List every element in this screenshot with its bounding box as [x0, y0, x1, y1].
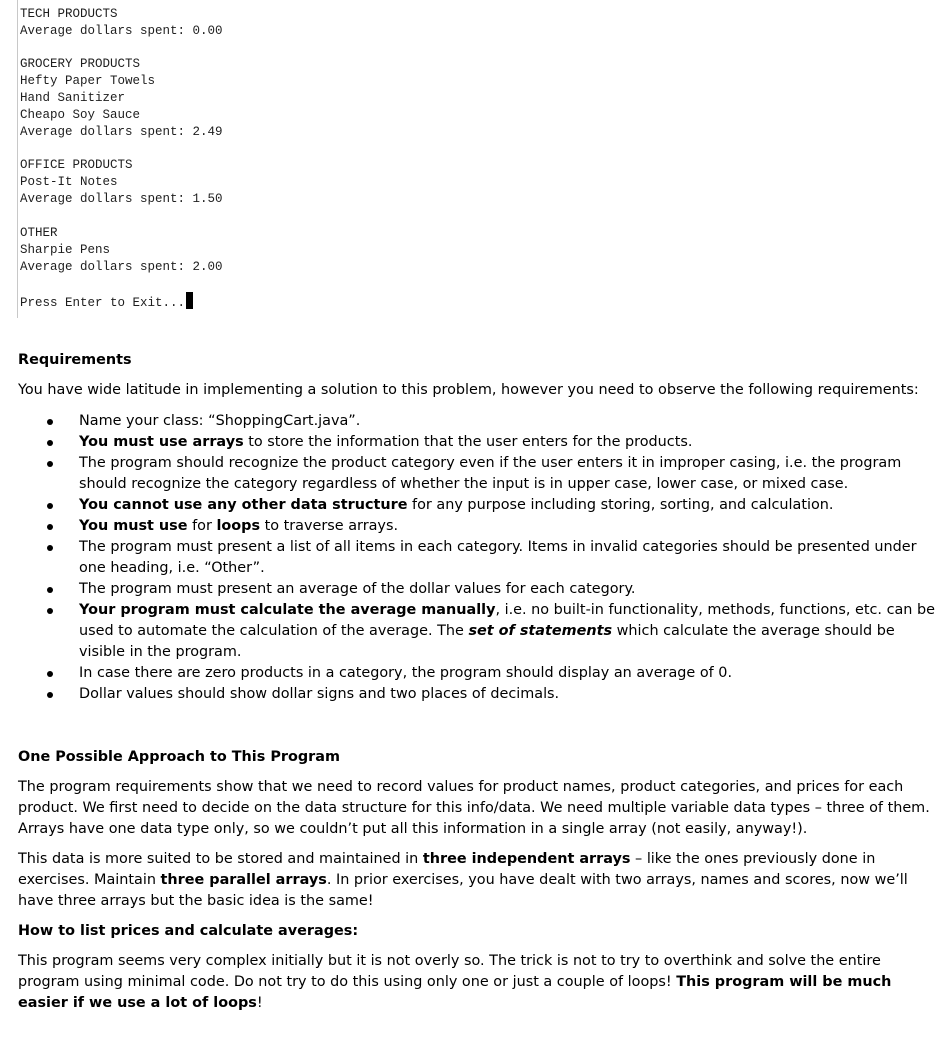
requirement-item — [18, 537, 938, 579]
console-line: TECH PRODUCTS — [20, 7, 118, 21]
text-run: Name your class: “ShoppingCart.java”. — [79, 413, 361, 429]
requirement-item — [18, 663, 938, 684]
console-line: Average dollars spent: 2.00 — [20, 260, 223, 274]
text-run: Dollar values should show dollar signs and two places of decimals. — [79, 686, 560, 702]
text-run: This data is more suited to be stored and maintained in — [18, 851, 423, 867]
text-run: In case there are zero products in a category, the program should display an average of 0. — [79, 665, 733, 681]
console-line: GROCERY PRODUCTS — [20, 57, 141, 71]
averages-subheading: How to list prices and calculate averages: — [18, 923, 359, 939]
requirement-item — [18, 453, 938, 495]
console-output — [17, 0, 223, 318]
console-line: Sharpie Pens — [20, 243, 111, 257]
console-line: OTHER — [20, 226, 58, 240]
text-run: for any purpose including storing, sorting, and calculation. — [407, 497, 834, 513]
text-run: – like the ones previously done in exercises. Maintain — [18, 851, 876, 888]
text-run: , i.e. no built-in functionality, methods, functions, etc. can be used to automate the calculation of the average. The — [79, 602, 935, 639]
console-line: Post-It Notes — [20, 175, 118, 189]
requirements-list — [18, 411, 938, 705]
text-run: to store the information that the user enters for the products. — [243, 434, 693, 450]
requirements-heading: Requirements — [18, 352, 132, 368]
bold-text: three independent arrays — [422, 851, 631, 867]
console-line: Average dollars spent: 2.49 — [20, 125, 223, 139]
requirements-intro: You have wide latitude in implementing a solution to this problem, however you need to observe the following requirements: — [18, 382, 919, 398]
text-run: The program must present an average of the dollar values for each category. — [79, 581, 636, 597]
requirement-item — [18, 411, 938, 432]
console-line: Average dollars spent: 1.50 — [20, 192, 223, 206]
bold-text: This program will be much easier if we use a lot of loops — [18, 974, 892, 1011]
text-run: ! — [256, 995, 263, 1011]
text-run: which calculate the average should be visible in the program. — [79, 623, 895, 660]
text-run: The program must present a list of all items in each category. Items in invalid categories should be presented under one heading, i.e. “Other”. — [79, 539, 917, 576]
console-prompt-text: Press Enter to Exit... — [20, 296, 186, 310]
approach-paragraph-1: The program requirements show that we need to record values for product names, product categories, and prices for each product. We first need to decide on the data structure for this info/data. We need multiple variable data types – three of them. Arrays have one data type only, so we couldn’t put all this information in a single array (not easily, anyway!). — [18, 779, 930, 837]
approach-heading: One Possible Approach to This Program — [18, 749, 340, 765]
text-run: This program seems very complex initially but it is not overly so. The trick is not to try to overthink and solve the entire program using minimal code. Do not try to do this using only one or just a couple of loops! — [18, 953, 881, 990]
console-line: OFFICE PRODUCTS — [20, 158, 133, 172]
approach-paragraph-3 — [18, 951, 938, 1014]
document-body — [18, 350, 938, 1014]
requirement-item — [18, 579, 938, 600]
console-line: Hand Sanitizer — [20, 91, 126, 105]
bold-text: You must use — [79, 518, 188, 534]
requirement-item — [18, 495, 938, 516]
requirement-item — [18, 516, 938, 537]
requirement-item — [18, 684, 938, 705]
requirement-item — [18, 432, 938, 453]
bold-text: set of statements — [468, 623, 613, 639]
bold-text: three parallel arrays — [160, 872, 327, 888]
console-line: Hefty Paper Towels — [20, 74, 156, 88]
approach-paragraph-2 — [18, 849, 938, 912]
text-run: to traverse arrays. — [260, 518, 399, 534]
console-line: Cheapo Soy Sauce — [20, 108, 141, 122]
bold-text: You must use arrays — [79, 434, 244, 450]
bold-text: You cannot use any other data structure — [79, 497, 408, 513]
text-run: for — [187, 518, 217, 534]
bold-text: Your program must calculate the average manually — [79, 602, 496, 618]
requirement-item — [18, 600, 938, 663]
bold-text: loops — [216, 518, 261, 534]
text-cursor — [186, 292, 193, 309]
console-prompt — [20, 292, 193, 311]
text-run: The program should recognize the product category even if the user enters it in improper casing, i.e. the program should recognize the category regardless of whether the input is in upper case, lower case, or mixed case. — [79, 455, 902, 492]
text-run: . In prior exercises, you have dealt with two arrays, names and scores, now we’ll have three arrays but the basic idea is the same! — [18, 872, 908, 909]
console-line: Average dollars spent: 0.00 — [20, 24, 223, 38]
